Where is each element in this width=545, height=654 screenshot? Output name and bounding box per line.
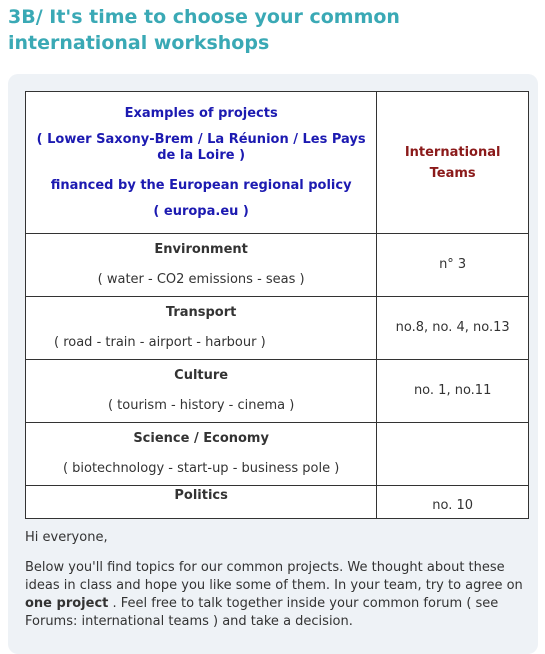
topic-name: Transport bbox=[165, 305, 237, 320]
teams-header-line2: Teams bbox=[429, 165, 476, 181]
table-row bbox=[26, 423, 529, 486]
topic-cell bbox=[26, 360, 377, 423]
projects-header-funding: financed by the European regional policy bbox=[50, 177, 352, 193]
projects-header-title: Examples of projects bbox=[124, 105, 278, 121]
content-panel bbox=[8, 74, 538, 654]
projects-header-regions: ( Lower Saxony-Brem / La Réunion / Les Pays de la Loire ) bbox=[36, 131, 366, 163]
table-row bbox=[26, 297, 529, 360]
topic-detail: ( road - train - airport - harbour ) bbox=[54, 335, 266, 350]
teams-cell: no. 1, no.11 bbox=[377, 360, 529, 423]
teams-cell: n° 3 bbox=[377, 234, 529, 297]
intro-text bbox=[25, 529, 530, 643]
page-title: 3B/ It's time to choose your common international workshops bbox=[8, 6, 400, 54]
topic-cell bbox=[26, 423, 377, 486]
topic-cell bbox=[26, 486, 377, 519]
table-row bbox=[26, 486, 529, 519]
greeting: Hi everyone, bbox=[25, 530, 108, 545]
intro-text-before: Below you'll find topics for our common projects. We thought about these ideas in class and hope you like some of them. In your team, try to agree on bbox=[25, 560, 523, 593]
topic-detail: ( tourism - history - cinema ) bbox=[107, 398, 295, 413]
intro-text-emphasis: one project bbox=[25, 596, 109, 611]
teams-cell: no. 10 bbox=[377, 486, 529, 519]
teams-header-line1: International bbox=[404, 144, 501, 160]
topic-cell bbox=[26, 234, 377, 297]
teams-header-cell bbox=[377, 92, 529, 234]
topic-detail: ( biotechnology - start-up - business pole ) bbox=[62, 461, 340, 476]
topic-name: Science / Economy bbox=[133, 431, 269, 446]
topic-cell bbox=[26, 297, 377, 360]
table-row bbox=[26, 360, 529, 423]
teams-cell: no.8, no. 4, no.13 bbox=[377, 297, 529, 360]
projects-table bbox=[25, 91, 529, 519]
projects-header-source: ( europa.eu ) bbox=[153, 203, 249, 219]
topic-detail: ( water - CO2 emissions - seas ) bbox=[97, 272, 305, 287]
projects-header-cell bbox=[26, 92, 377, 234]
intro-paragraph bbox=[25, 559, 530, 631]
topic-name: Politics bbox=[174, 488, 228, 503]
intro-text-after: . Feel free to talk together inside your common forum ( see Forums: international teams ) and take a decision. bbox=[25, 596, 499, 629]
table-row bbox=[26, 234, 529, 297]
table-header-row bbox=[26, 92, 529, 234]
teams-cell bbox=[377, 423, 529, 486]
topic-name: Culture bbox=[174, 368, 229, 383]
topic-name: Environment bbox=[154, 242, 248, 257]
